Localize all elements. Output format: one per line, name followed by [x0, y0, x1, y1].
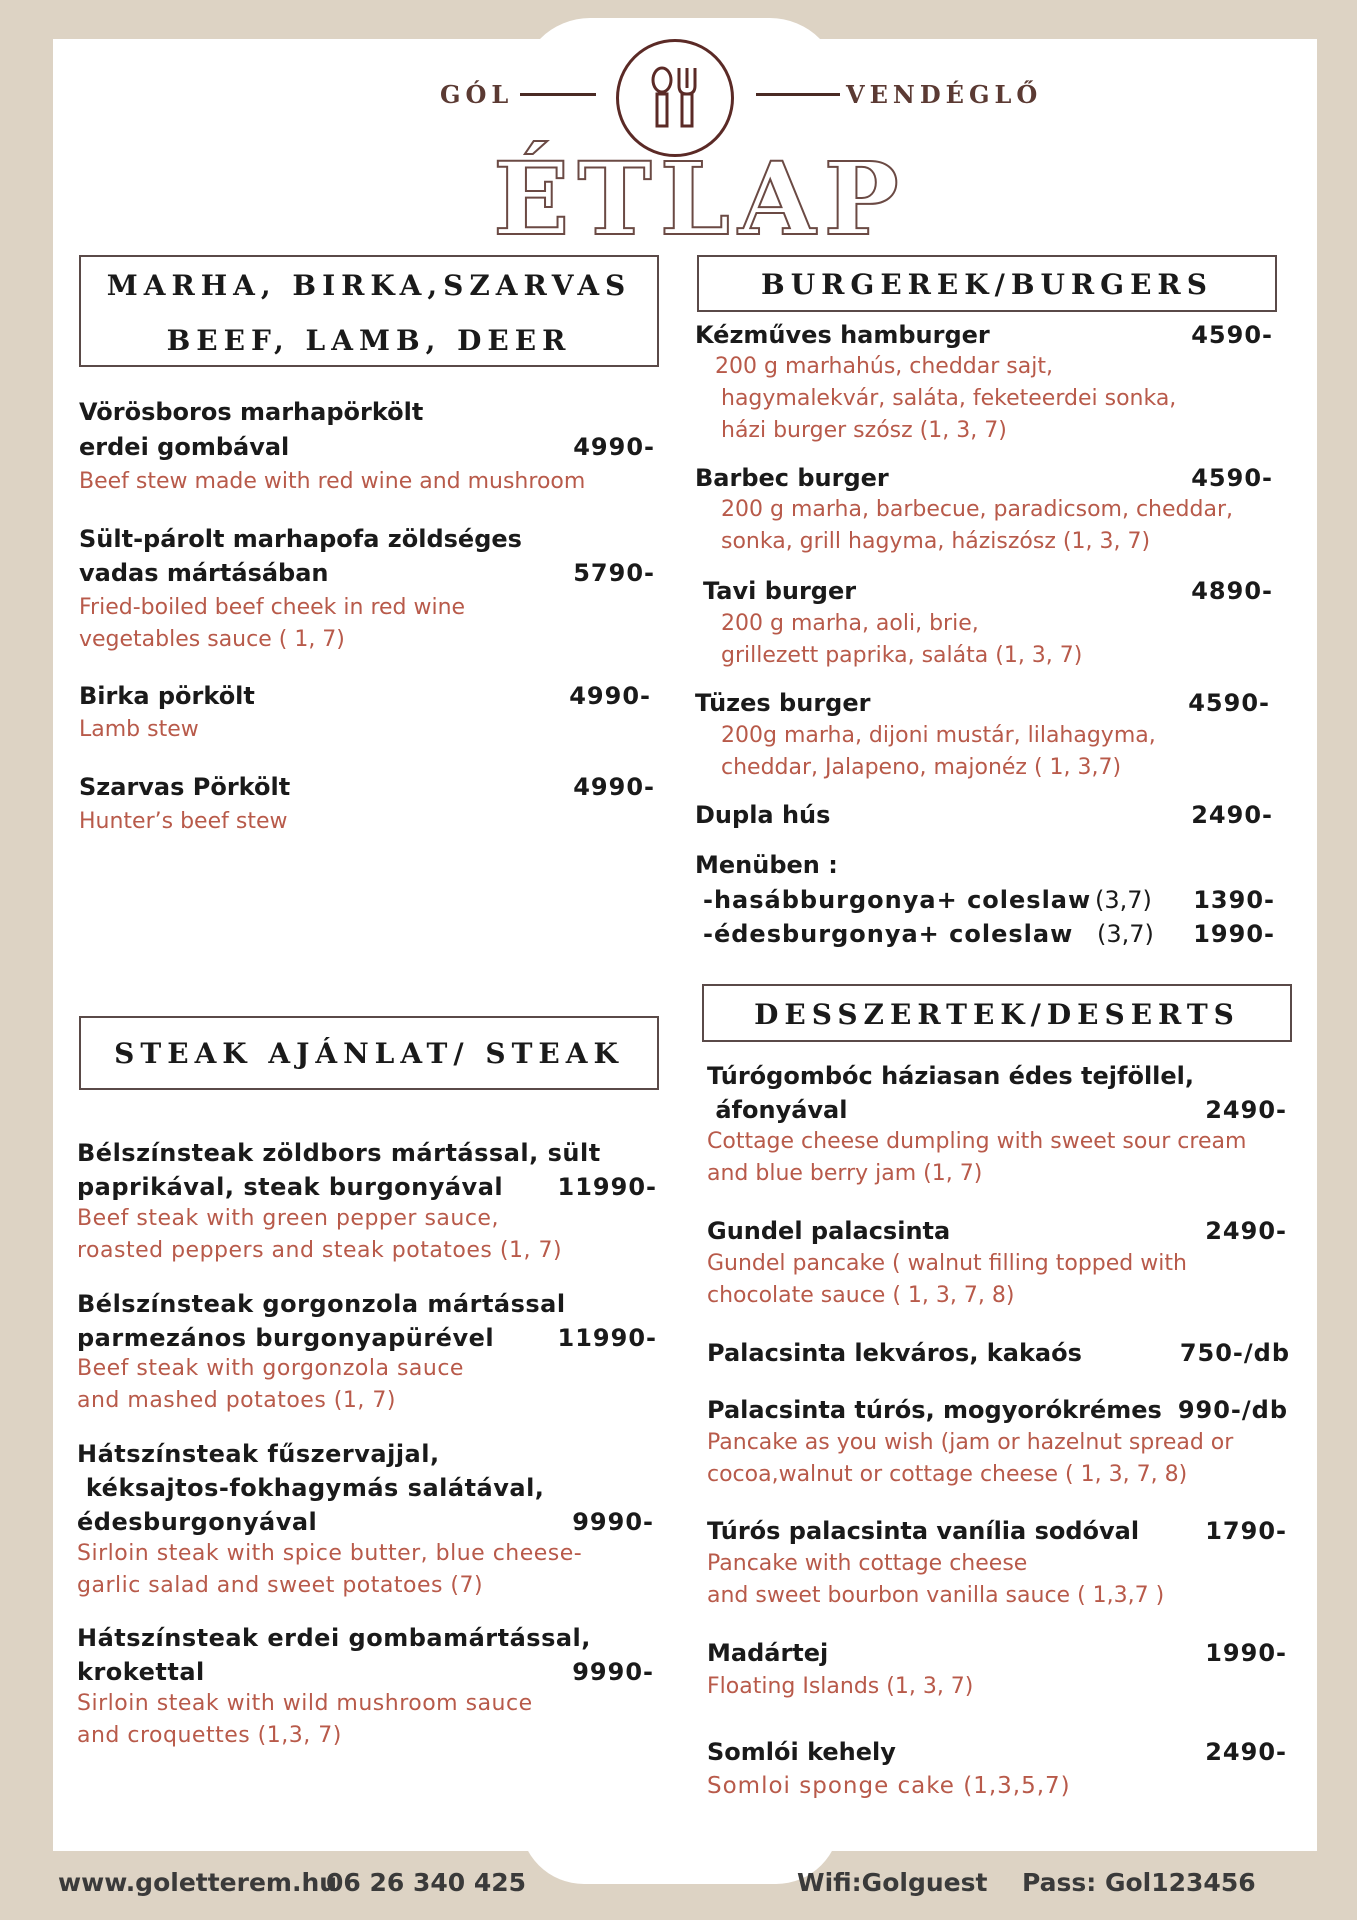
item-description: cheddar, Jalapeno, majonéz ( 1, 3,7): [721, 755, 1122, 780]
brand-divider-left: [520, 93, 596, 96]
item-description: 200 g marha, barbecue, paradicsom, cheddar,: [721, 497, 1233, 522]
item-price: 2490-: [1205, 1096, 1287, 1124]
item-description: Gundel pancake ( walnut filling topped with: [707, 1251, 1187, 1276]
item-description: Sirloin steak with wild mushroom sauce: [77, 1691, 533, 1716]
item-description: Fried-boiled beef cheek in red wine: [79, 595, 466, 620]
item-description: hagymalekvár, saláta, feketeerdei sonka,: [721, 386, 1177, 411]
footer-website: www.goletterem.hu: [58, 1868, 338, 1897]
item-description: 200 g marhahús, cheddar sajt,: [715, 354, 1053, 379]
brand-left: GÓL: [440, 80, 514, 109]
item-description: garlic salad and sweet potatoes (7): [77, 1573, 484, 1598]
item-price: 990-/db: [1177, 1396, 1288, 1424]
item-description: and croquettes (1,3, 7): [77, 1723, 342, 1748]
item-price: 9990-: [572, 1508, 654, 1536]
item-description: házi burger szósz (1, 3, 7): [721, 418, 1007, 443]
item-description: cocoa,walnut or cottage cheese ( 1, 3, 7, 8): [707, 1462, 1188, 1487]
item-name: paprikával, steak burgonyával: [77, 1173, 504, 1201]
item-price: 4590-: [1188, 689, 1270, 717]
item-price: 4590-: [1191, 321, 1273, 349]
section-heading-beef: [79, 255, 659, 367]
menu-option-price: 1990-: [1193, 920, 1275, 948]
item-price: 2490-: [1191, 801, 1273, 829]
bottom-arch: [520, 1820, 840, 1884]
item-price: 1790-: [1205, 1517, 1287, 1545]
menu-option-allergens: (3,7): [1097, 920, 1154, 948]
item-name: kéksajtos-fokhagymás salátával,: [77, 1474, 545, 1502]
item-description: Pancake with cottage cheese: [707, 1551, 1028, 1576]
item-name: Túrógombóc háziasan édes tejföllel,: [707, 1062, 1195, 1090]
item-description: sonka, grill hagyma, háziszósz (1, 3, 7): [721, 529, 1151, 554]
item-name: Hátszínsteak erdei gombamártással,: [77, 1624, 591, 1652]
item-description: Cottage cheese dumpling with sweet sour cream: [707, 1129, 1247, 1154]
item-name: Tüzes burger: [695, 689, 871, 717]
item-name: Madártej: [707, 1639, 829, 1667]
brand-divider-right: [756, 93, 840, 96]
item-name: Barbec burger: [695, 464, 889, 492]
item-description: chocolate sauce ( 1, 3, 7, 8): [707, 1283, 1015, 1308]
item-description: Beef stew made with red wine and mushroom: [79, 469, 586, 494]
item-price: 5790-: [573, 559, 655, 587]
item-description: 200 g marha, aoli, brie,: [721, 611, 979, 636]
item-name: Sült-párolt marhapofa zöldséges: [79, 525, 522, 553]
item-name: Tavi burger: [703, 577, 857, 605]
section-heading-burgers: BURGEREK/BURGERS: [697, 255, 1277, 312]
item-price: 2490-: [1205, 1738, 1287, 1766]
item-description: Beef steak with green pepper sauce,: [77, 1206, 499, 1231]
item-price: 11990-: [557, 1324, 657, 1352]
menu-option-name: -hasábburgonya+ coleslaw: [703, 886, 1092, 914]
item-name: erdei gombával: [79, 433, 290, 461]
item-name: Bélszínsteak zöldbors mártással, sült: [77, 1139, 601, 1167]
section-heading-line: BEEF, LAMB, DEER: [166, 324, 572, 357]
item-name: Bélszínsteak gorgonzola mártással: [77, 1290, 566, 1318]
item-description: and sweet bourbon vanilla sauce ( 1,3,7 ): [707, 1583, 1165, 1608]
item-price: 4590-: [1191, 464, 1273, 492]
footer-phone: 06 26 340 425: [326, 1868, 527, 1897]
item-name: Palacsinta lekváros, kakaós: [707, 1339, 1082, 1367]
item-price: 4990-: [569, 682, 651, 710]
item-name: édesburgonyával: [77, 1508, 318, 1536]
menu-option-allergens: (3,7): [1095, 886, 1152, 914]
section-heading-steak: STEAK AJÁNLAT/ STEAK: [79, 1016, 659, 1090]
section-heading-desserts: DESSZERTEK/DESERTS: [702, 984, 1292, 1042]
menu-option-price: 1390-: [1193, 886, 1275, 914]
item-price: 11990-: [557, 1173, 657, 1201]
section-heading-line: MARHA, BIRKA,SZARVAS: [106, 269, 632, 302]
item-price: 4990-: [573, 433, 655, 461]
item-name: Birka pörkölt: [79, 682, 255, 710]
item-name: Túrós palacsinta vanília sodóval: [707, 1517, 1140, 1545]
item-name: Kézműves hamburger: [695, 321, 990, 349]
menu-option-name: -édesburgonya+ coleslaw: [703, 920, 1074, 948]
item-price: 9990-: [572, 1658, 654, 1686]
item-description: Lamb stew: [79, 717, 199, 742]
item-description: Somloi sponge cake (1,3,5,7): [707, 1773, 1071, 1799]
item-description: Hunter’s beef stew: [79, 809, 288, 834]
item-description: and blue berry jam (1, 7): [707, 1161, 983, 1186]
item-name: Szarvas Pörkölt: [79, 773, 291, 801]
item-price: 2490-: [1205, 1217, 1287, 1245]
item-price: 4990-: [573, 773, 655, 801]
item-description: grillezett paprika, saláta (1, 3, 7): [721, 643, 1083, 668]
item-description: and mashed potatoes (1, 7): [77, 1388, 396, 1413]
item-description: roasted peppers and steak potatoes (1, 7): [77, 1238, 563, 1263]
page-title: ÉTLAP: [493, 140, 907, 258]
item-description: Beef steak with gorgonzola sauce: [77, 1356, 464, 1381]
menu-label: Menüben :: [695, 851, 838, 879]
item-name: Somlói kehely: [707, 1738, 896, 1766]
item-name: Gundel palacsinta: [707, 1217, 951, 1245]
item-name: Palacsinta túrós, mogyorókrémes: [707, 1396, 1162, 1424]
item-name: Vörösboros marhapörkölt: [79, 398, 424, 426]
item-price: 4890-: [1191, 577, 1273, 605]
footer-wifi-password: Pass: Gol123456: [1022, 1868, 1256, 1897]
item-name: vadas mártásában: [79, 559, 329, 587]
footer-wifi: Wifi:Golguest: [797, 1868, 988, 1897]
item-name: parmezános burgonyapürével: [77, 1324, 495, 1352]
item-price: 750-/db: [1179, 1339, 1290, 1367]
item-description: 200g marha, dijoni mustár, lilahagyma,: [721, 723, 1156, 748]
item-description: vegetables sauce ( 1, 7): [79, 627, 345, 652]
item-name: áfonyával: [707, 1096, 848, 1124]
item-name: krokettal: [77, 1658, 205, 1686]
item-description: Pancake as you wish (jam or hazelnut spread or: [707, 1430, 1234, 1455]
item-name: Hátszínsteak fűszervajjal,: [77, 1440, 440, 1468]
item-name: Dupla hús: [695, 801, 831, 829]
item-description: Floating Islands (1, 3, 7): [707, 1674, 974, 1699]
item-price: 1990-: [1205, 1639, 1287, 1667]
item-description: Sirloin steak with spice butter, blue cheese-: [77, 1541, 583, 1566]
brand-right: VENDÉGLŐ: [846, 80, 1043, 109]
